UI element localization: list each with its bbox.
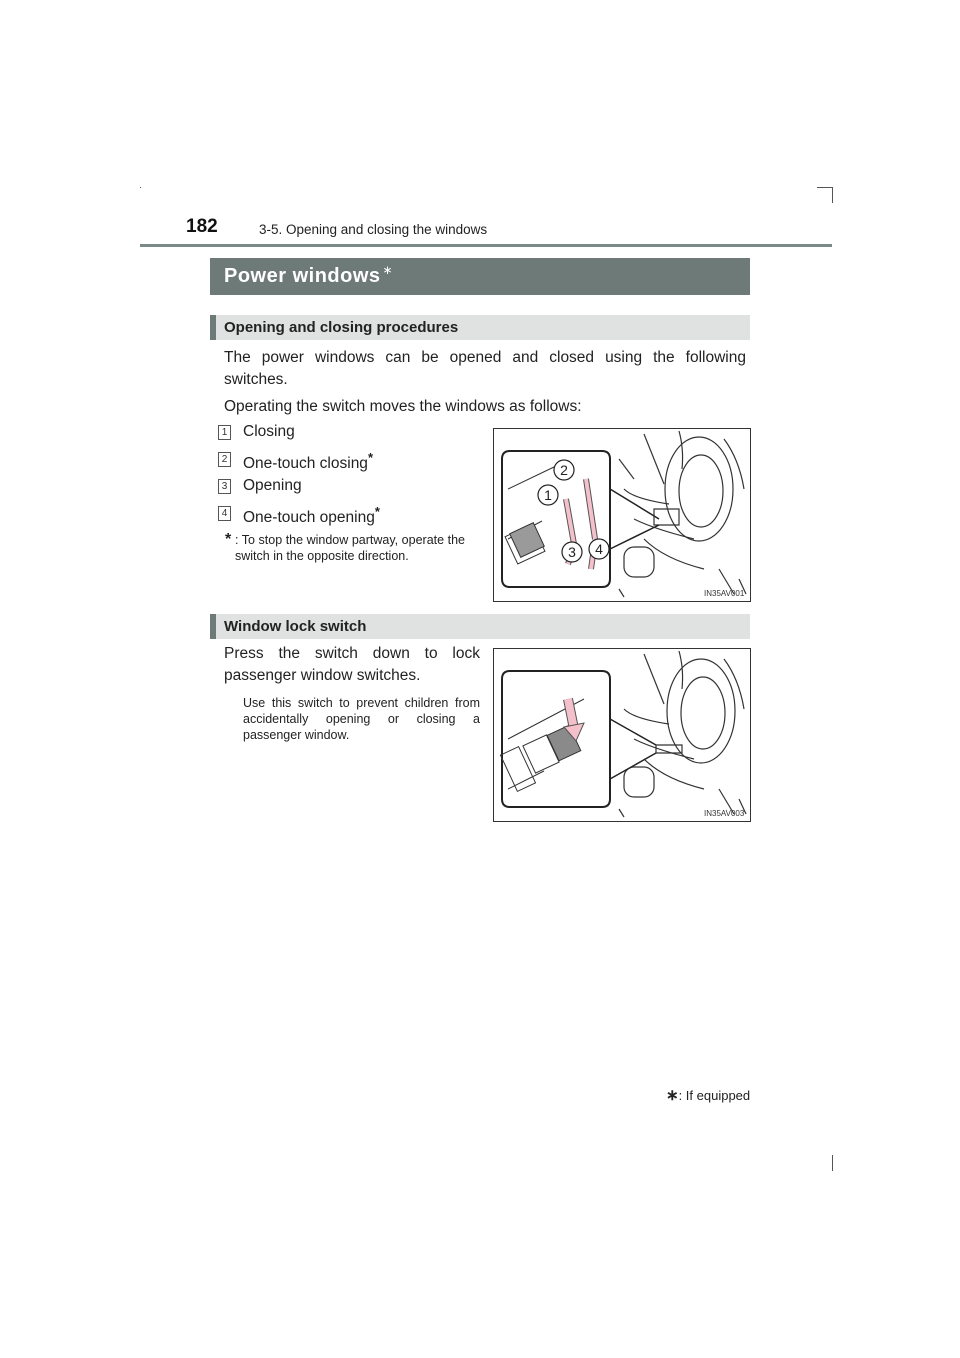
crop-mark-top-right-horizontal: [817, 187, 833, 188]
window-lock-note: Use this switch to prevent children from accidentally opening or closing a passenger window.: [243, 696, 480, 742]
page-number: 182: [186, 216, 218, 237]
list-item-opening: Opening: [243, 477, 302, 494]
window-switch-illustration: [494, 429, 750, 601]
figure-code-2: IN35AV003: [704, 809, 745, 818]
subsection-heading-tab-2: [210, 614, 216, 639]
subsection-heading-tab: [210, 315, 216, 340]
title-band: [210, 258, 750, 295]
figure-code-1: IN35AV001: [704, 589, 745, 598]
callout-label-3: 3: [568, 544, 576, 560]
header-rule: [140, 244, 832, 247]
equipped-footnote-text: : If equipped: [678, 1088, 751, 1103]
equipped-footnote: [666, 1086, 750, 1104]
footnote: [225, 532, 465, 564]
list-item-one-touch-closing: One-touch closing*: [243, 450, 373, 473]
figure-window-lock-switch: [493, 648, 751, 822]
crop-mark-top-right-vertical: [832, 187, 833, 203]
list-number-3: 3: [218, 479, 231, 494]
list-item-closing: Closing: [243, 423, 295, 440]
subsection-heading: Opening and closing procedures: [224, 319, 459, 336]
callout-label-1: 1: [544, 487, 552, 503]
intro-paragraph: The power windows can be opened and closed using the following switches.: [224, 349, 746, 388]
list-number-4: 4: [218, 506, 231, 521]
callout-label-2: 2: [560, 462, 568, 478]
list-number-2: 2: [218, 452, 231, 467]
subsection-heading-bar: [210, 315, 750, 340]
footnote-asterisk: *: [225, 531, 232, 548]
footnote-text: : To stop the window partway, operate the switch in the opposite direction.: [235, 533, 465, 563]
window-lock-illustration: [494, 649, 750, 821]
equipped-asterisk: ∗: [382, 263, 394, 277]
window-lock-paragraph: Press the switch down to lock passenger window switches.: [224, 645, 480, 684]
list-item-one-touch-opening: One-touch opening*: [243, 504, 380, 527]
page-title-text: Power windows: [224, 265, 381, 287]
operation-paragraph: Operating the switch moves the windows as follows:: [224, 398, 582, 415]
section-reference: 3-5. Opening and closing the windows: [259, 222, 488, 237]
list-number-1: 1: [218, 425, 231, 440]
callout-label-4: 4: [595, 541, 603, 557]
page-title: [224, 263, 393, 288]
crop-mark-top-left: [140, 187, 141, 188]
subsection-heading-2: Window lock switch: [224, 618, 367, 635]
equipped-footnote-mark: ∗: [666, 1087, 679, 1104]
figure-window-switch-operation: [493, 428, 751, 602]
subsection-heading-bar-2: [210, 614, 750, 639]
crop-mark-bottom-right: [832, 1155, 833, 1171]
